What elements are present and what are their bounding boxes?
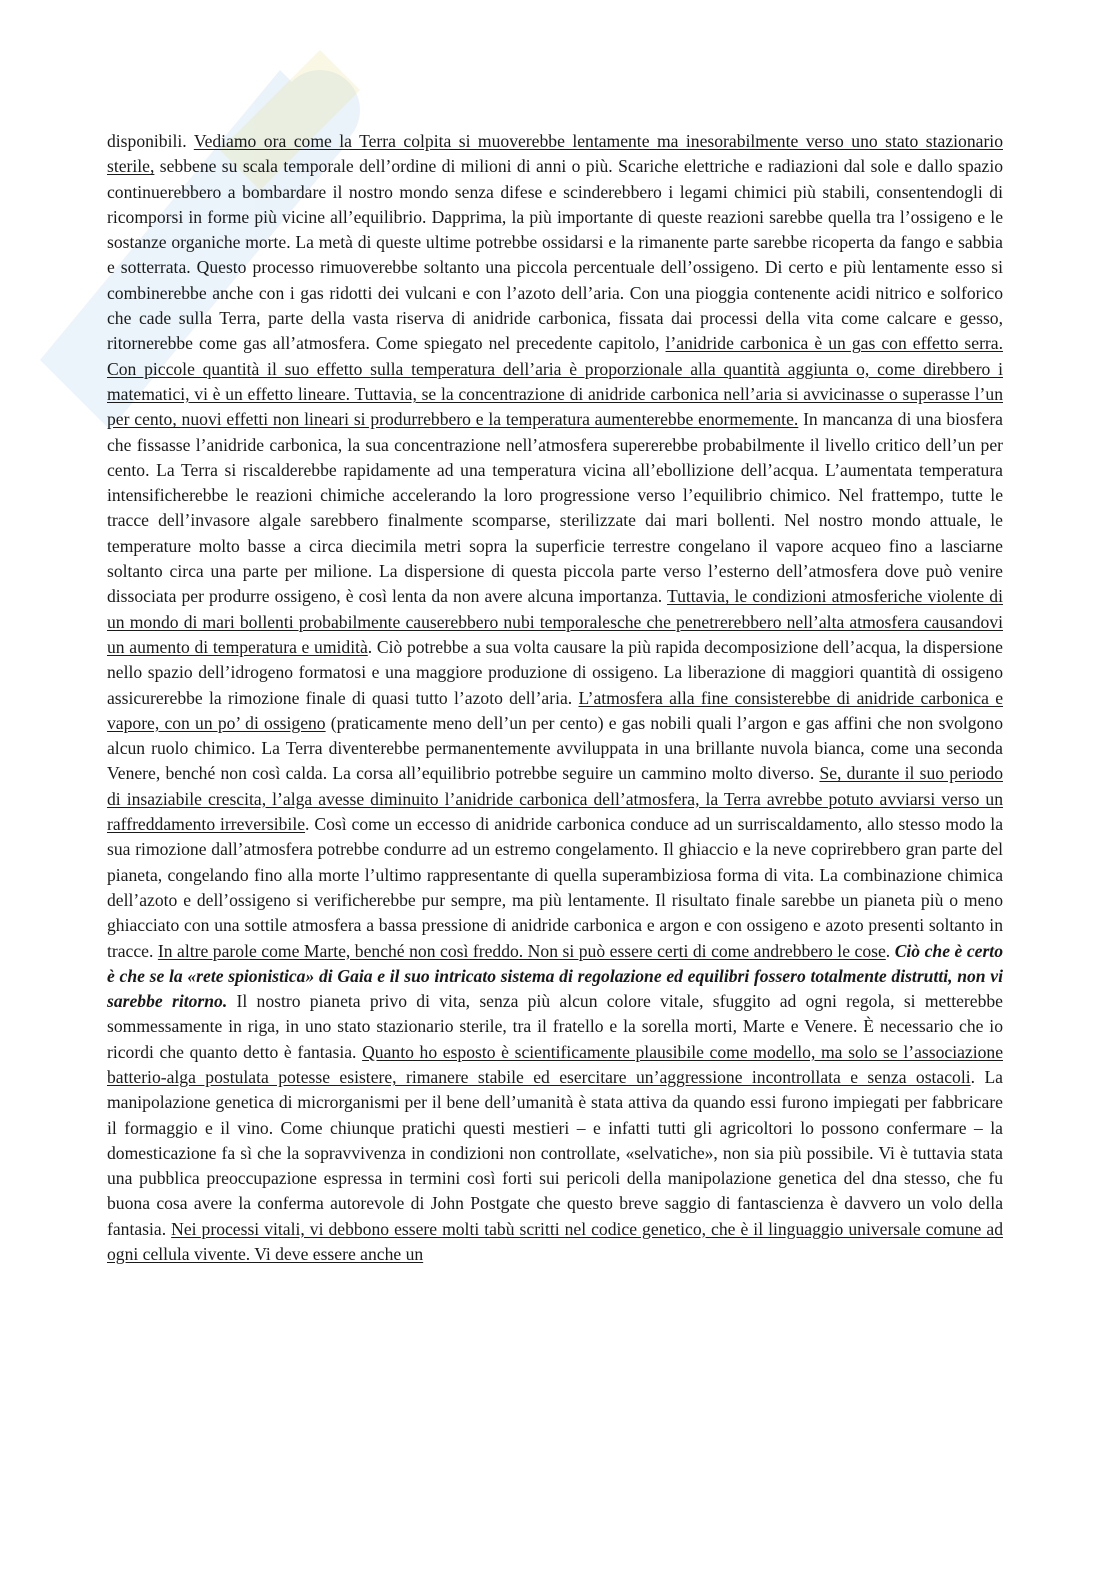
underlined-passage: Quanto ho esposto è scientificamente plausibile come modello, ma solo se l’associazione batterio-alga postulata potesse esistere, rimanere stabile ed esercitare un’aggressione incontrollata e senza ostacoli — [107, 1041, 1003, 1087]
underlined-passage: L’atmosfera alla fine consisterebbe di anidride carbonica e vapore, con un po’ di ossigeno — [107, 687, 1004, 733]
text-run: In mancanza di una biosfera che fissasse l’anidride carbonica, la sua concentrazione nell’atmosfera supererebbe probabilmente il livello critico dell’un per cento. La Terra si riscalderebbe rapidamente ad una temperatura vicina all’ebollizione dell’acqua. L’aumentata temperatura intensificherebbe le reazioni chimiche accelerando la loro progressione verso l’equilibrio chimico. Nel frattempo, tutte le tracce dell’invasore algale sarebbero finalmente scomparse, sterilizzate dai mari bollenti. Nel nostro mondo attuale, le temperature molto basse a circa diecimila metri sopra la superficie terrestre congelano il vapore acqueo fino a lasciarne soltanto circa una parte per milione. La dispersione di questa piccola parte verso l’esterno dell’atmosfera dove può venire dissociata per produrre ossigeno, è così lenta da non avere alcuna importanza. — [107, 409, 1003, 607]
underlined-passage: In altre parole come Marte, benché non così freddo. Non si può essere certi di come andrebbero le cose — [157, 940, 886, 961]
body-paragraph — [107, 129, 1003, 1267]
document-body — [107, 129, 1003, 1459]
text-run: (praticamente meno dell’un per cento) e gas nobili quali l’argon e gas affini che non svolgono alcun ruolo chimico. La Terra diventerebbe permanentemente avviluppata in una brillante nuvola bianca, come una seconda Venere, benché non così calda. La corsa all’equilibrio potrebbe seguire un cammino molto diverso. — [107, 712, 1003, 784]
underlined-passage: Tuttavia, le condizioni atmosferiche violente di un mondo di mari bollenti probabilmente causerebbero nubi temporalesche che penetrerebbero nell’alta atmosfera causandovi un aumento di temperatura e umidità — [107, 586, 1003, 657]
underlined-passage: Vediamo ora come la Terra colpita si muoverebbe lentamente ma inesorabilmente verso uno stato stazionario sterile, — [107, 131, 1003, 177]
underlined-passage: Nei processi vitali, vi debbono essere molti tabù scritti nel codice genetico, che è il linguaggio universale comune ad ogni cellula vivente. Vi deve essere anche un — [107, 1218, 1003, 1265]
text-run: sebbene su scala temporale dell’ordine di milioni di anni o più. Scariche elettriche e radiazioni dal sole e dallo spazio continuerebbero a bombardare il nostro mondo senza difese e scinderebbero i legami chimici più stabili, consentendogli di ricomporsi in forme più vicine all’equilibrio. Dapprima, la più importante di queste reazioni sarebbe quella tra l’ossigeno e le sostanze organiche morte. La metà di queste ultime potrebbe ossidarsi e la rimanente parte sarebbe ricoperta da fango e sabbia e sotterrata. Questo processo rimuoverebbe soltanto una piccola percentuale dell’ossigeno. Di certo e più lentamente esso si combinerebbe anche con i gas ridotti dei vulcani e con l’azoto dell’aria. Con una pioggia contenente acidi nitrico e solforico che cade sulla Terra, parte della vasta riserva di anidride carbonica, fissata dai processi della vita come calcare e gesso, ritornerebbe come gas all’atmosfera. Come spiegato nel precedente capitolo, — [107, 156, 1003, 354]
emphasized-passage: Ciò che è certo è che se la «rete spionistica» di Gaia e il suo intricato sistema di regolazione ed equilibri fossero totalmente distrutti, non vi sarebbe ritorno. — [107, 940, 1003, 1012]
text-run: disponibili. — [107, 131, 194, 151]
text-run: . Così come un eccesso di anidride carbonica conduce ad un surriscaldamento, allo stesso modo la sua rimozione dall’atmosfera potrebbe condurre ad un estremo congelamento. Il ghiaccio e la neve coprirebbero gran parte del pianeta, congelando fino alla morte l’ultimo rappresentante di quella superambiziosa forma di vita. La combinazione chimica dell’azoto e dell’ossigeno si verificherebbe pur sempre, ma più lentamente. Il risultato finale sarebbe un pianeta più o meno ghiacciato con una sottile atmosfera a bassa pressione di anidride carbonica e argon e con ossigeno e azoto presenti soltanto in tracce. — [107, 814, 1003, 961]
text-run: . Ciò potrebbe a sua volta causare la più rapida decomposizione dell’acqua, la dispersione nello spazio dell’idrogeno formatosi e una maggiore produzione di ossigeno. La liberazione di maggiori quantità di ossigeno assicurerebbe la rimozione finale di quasi tutto l’azoto dell’aria. — [107, 636, 1003, 708]
text-run: Il nostro pianeta privo di vita, senza più alcun colore vitale, sfuggito ad ogni regola, si metterebbe sommessamente in riga, in uno stato stazionario sterile, tra il fratello e la sorella morti, Marte e Venere. È necessario che io ricordi che quanto detto è fantasia. — [107, 991, 1003, 1062]
text-run: . La manipolazione genetica di microrganismi per il bene dell’umanità è stata attiva da quando essi furono impiegati per fabbricare il formaggio e il vino. Come chiunque pratichi questi mestieri – e infatti tutti gli agricoltori lo possono confermare – la domesticazione fa sì che la sopravvivenza in condizioni non controllate, «selvatiche», non sia più possibile. Vi è tuttavia stata una pubblica preoccupazione espressa in termini così forti sui pericoli della manipolazione genetica del dna stesso, che fu buona cosa avere la conferma autorevole di John Postgate che questo breve saggio di fantascienza è davvero un volo della fantasia. — [107, 1066, 1003, 1239]
underlined-passage: l’anidride carbonica è un gas con effetto serra. Con piccole quantità il suo effetto sulla temperatura dell’aria è proporzionale alla quantità aggiunta o, come direbbero i matematici, vi è un effetto lineare. Tuttavia, se la concentrazione di anidride carbonica nell’aria si avvicinasse o superasse l’un per cento, nuovi effetti non lineari si produrrebbero e la temperatura aumenterebbe enormemente. — [107, 333, 1004, 430]
text-run: . — [885, 940, 895, 961]
underlined-passage: Se, durante il suo periodo di insaziabile crescita, l’alga avesse diminuito l’anidride carbonica dell’atmosfera, la Terra avrebbe potuto avviarsi verso un raffreddamento irreversibile — [107, 763, 1003, 835]
